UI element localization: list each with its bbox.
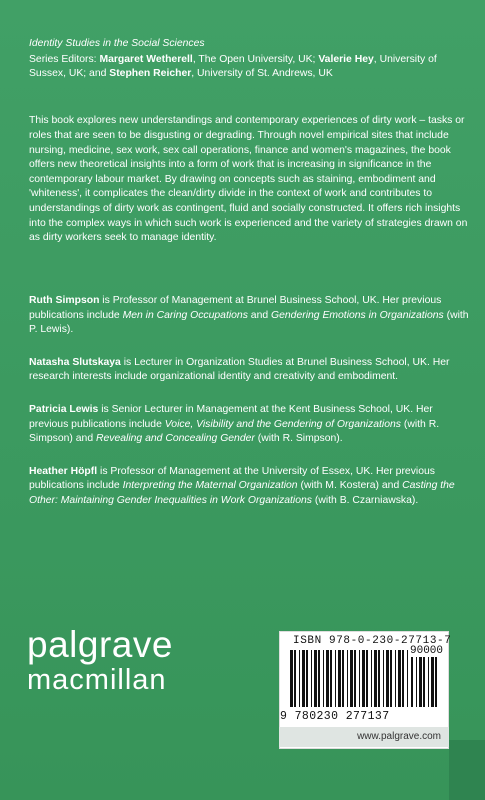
logo-macmillan: macmillan [27,664,167,696]
logo-palgrave: palgrave [27,624,173,665]
price-addon-number: 90000 [410,645,444,657]
series-info [29,37,469,82]
cover-edge [449,740,485,800]
author-bio-simpson: Ruth Simpson is Professor of Management at Brunel Business School, UK. Her previous publications include Men in Caring Occupations and Gendering Emotions in Organizations (with P. Lewis). [29,295,469,336]
author-bio-slutskaya: Natasha Slutskaya is Lecturer in Organization Studies at Brunel Business School, UK. Her research interests include organizational identity and creativity and embodiment. [29,356,450,383]
editor-name: Stephen Reicher [109,68,192,80]
author-bio-hopfl: Heather Höpfl is Professor of Management at the University of Essex, UK. Her previous publications include Interpreting the Maternal Organization (with M. Kostera) and Casting the Other: Maintaining Gender Inequalities in Work Organizations (with B. Czarniawska). [29,465,455,506]
addon-barcode-bars [411,657,441,707]
editor-name: Valerie Hey [318,53,374,65]
book-blurb: This book explores new understandings and contemporary experiences of dirty work – tasks or roles that are seen to be disgusting or degrading. Through novel empirical sites that include nursing, medicine, sex work, sex call operations, finance and women's magazines, the book offers new theoretical insights into a form of work that is increasing in significance in the contemporary labour market. By drawing on concepts such as staining, embodiment and 'whiteness', it complicates the clean/dirty divide in the context of work and contributes to understandings of dirty work as contingent, fluid and socially constructed. It offers rich insights into the complex ways in which such work is experienced and the variety of strategies drawn on as dirty workers seek to manage identity. [29,115,468,244]
publisher-url: www.palgrave.com [357,731,441,742]
isbn-label: ISBN 978-0-230-27713-7 [293,635,452,647]
author-bios [29,294,469,527]
barcode-bars [290,650,410,707]
series-title: Identity Studies in the Social Sciences [29,38,205,49]
editor-name: Margaret Wetherell [99,53,193,65]
publisher-logo [27,626,173,695]
author-bio-lewis: Patricia Lewis is Senior Lecturer in Management at the Kent Business School, UK. Her previous publications include Voice, Visibility and the Gendering of Organizations (with R. Simpson) and Revealing and Concealing Gender (with R. Simpson). [29,403,440,445]
series-editors: Series Editors: Margaret Wetherell, The Open University, UK; Valerie Hey, University of Sussex, UK; and Stephen Reicher, University of St. Andrews, UK [29,53,437,80]
ean-number: 9 780230 277137 [280,710,390,723]
